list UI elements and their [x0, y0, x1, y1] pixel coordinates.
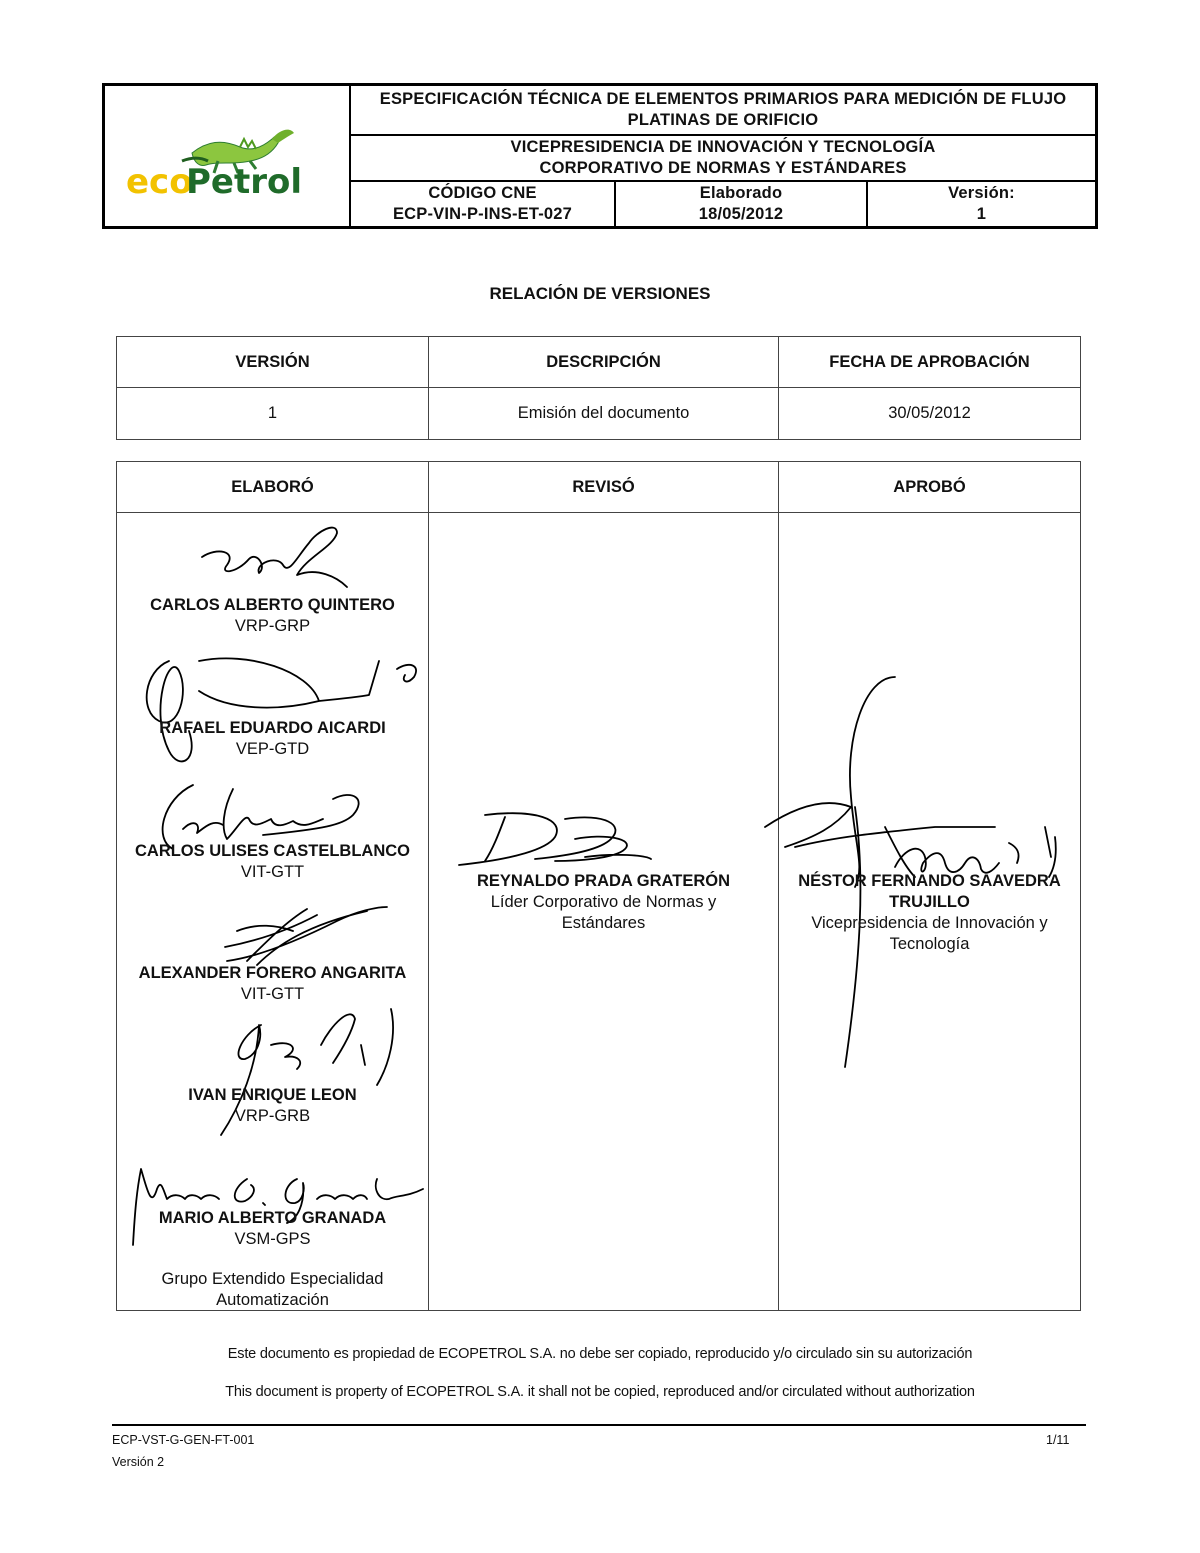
- notice-english: This document is property of ECOPETROL S.A. it shall not be copied, reproduced and/or circulated without authorization: [225, 1384, 975, 1400]
- signer-role: VIT-GTT: [240, 985, 305, 1003]
- group-note-line-1: Grupo Extendido Especialidad: [161, 1270, 384, 1288]
- signature-table: [116, 461, 1081, 1311]
- dept-line-1: VICEPRESIDENCIA DE INNOVACIÓN Y TECNOLOGÍA: [510, 138, 936, 156]
- column-header-aprobo: APROBÓ: [779, 462, 1080, 513]
- approver-role-line-2: Tecnología: [889, 935, 970, 953]
- notice-spanish: Este documento es propiedad de ECOPETROL S.A. no debe ser copiado, reproducido y/o circulado sin su autorización: [227, 1346, 973, 1362]
- section-title: RELACIÓN DE VERSIONES: [489, 284, 711, 303]
- signer-role: VSM-GPS: [234, 1230, 311, 1248]
- reviewer: [429, 871, 778, 934]
- approver-name-line-1: NÉSTOR FERNANDO SAAVEDRA: [798, 872, 1061, 890]
- column-header-version: VERSIÓN: [117, 337, 429, 388]
- dept-line-2: CORPORATIVO DE NORMAS Y ESTÁNDARES: [539, 159, 907, 177]
- table-cell-approval-date: 30/05/2012: [888, 404, 971, 422]
- table-cell-version: 1: [117, 388, 429, 439]
- version-cell: [868, 182, 1095, 226]
- footer-divider: [112, 1424, 1086, 1426]
- elaborated-label: Elaborado: [699, 184, 783, 202]
- logo-wordmark: eco: [126, 162, 193, 201]
- table-cell-description: Emisión del documento: [429, 388, 779, 439]
- version-label: Versión:: [948, 184, 1015, 202]
- aprobo-column: [779, 513, 1080, 1310]
- versions-table: [116, 336, 1081, 440]
- signer-2: [117, 718, 428, 760]
- iguana-logo-icon: [122, 111, 332, 201]
- column-header-reviso: REVISÓ: [429, 462, 779, 513]
- approver-role-line-1: Vicepresidencia de Innovación y: [811, 914, 1048, 932]
- footer-form-code: ECP-VST-G-GEN-FT-001: [112, 1433, 255, 1447]
- code-label: CÓDIGO CNE: [428, 184, 537, 202]
- column-header-elaboro: ELABORÓ: [117, 462, 429, 513]
- reviewer-role-line-2: Estándares: [561, 914, 646, 932]
- signer-name: CARLOS ULISES CASTELBLANCO: [134, 842, 410, 860]
- signature-image: [217, 901, 387, 971]
- page-number: 1/11: [1046, 1433, 1070, 1447]
- reviso-column: [429, 513, 779, 1310]
- code-value: ECP-VIN-P-INS-ET-027: [392, 205, 573, 223]
- column-header-description: DESCRIPCIÓN: [429, 337, 779, 388]
- signature-image: [197, 517, 367, 597]
- version-value: 1: [976, 205, 987, 223]
- signer-4: [117, 963, 428, 1005]
- signer-name: CARLOS ALBERTO QUINTERO: [150, 596, 395, 614]
- signer-role: VRP-GRP: [234, 617, 311, 635]
- elaboro-column: [117, 513, 429, 1310]
- reviewer-name: REYNALDO PRADA GRATERÓN: [476, 872, 730, 890]
- ecopetrol-logo: [105, 86, 351, 226]
- title-line-1: ESPECIFICACIÓN TÉCNICA DE ELEMENTOS PRIMARIOS PARA MEDICIÓN DE FLUJO: [379, 90, 1067, 108]
- footer-form-version: Versión 2: [112, 1455, 165, 1469]
- column-header-approval-date: FECHA DE APROBACIÓN: [779, 337, 1080, 388]
- signer-name: IVAN ENRIQUE LEON: [188, 1086, 357, 1104]
- approver: [779, 871, 1080, 955]
- reviewer-role-line-1: Líder Corporativo de Normas y: [490, 893, 717, 911]
- signer-name: ALEXANDER FORERO ANGARITA: [138, 964, 407, 982]
- elaborated-value: 18/05/2012: [698, 205, 784, 223]
- signer-role: VRP-GRB: [234, 1107, 311, 1125]
- signer-name: RAFAEL EDUARDO AICARDI: [159, 719, 386, 737]
- signer-3: [117, 841, 428, 883]
- signer-name: MARIO ALBERTO GRANADA: [158, 1209, 387, 1227]
- signer-5: [117, 1085, 428, 1127]
- signature-image: [455, 809, 655, 869]
- code-cell: [351, 182, 616, 226]
- title-line-2: PLATINAS DE ORIFICIO: [627, 111, 819, 129]
- svg-text:Petrol: Petrol: [186, 162, 303, 201]
- signer-1: [117, 595, 428, 637]
- approver-name-line-2: TRUJILLO: [889, 893, 970, 911]
- group-note-line-2: Automatización: [216, 1291, 329, 1309]
- signer-role: VEP-GTD: [235, 740, 310, 758]
- department: [351, 136, 1095, 182]
- group-note: [117, 1269, 428, 1311]
- document-meta-row: [351, 182, 1095, 226]
- signer-role: VIT-GTT: [240, 863, 305, 881]
- document-header: [102, 83, 1098, 229]
- elaborated-cell: [616, 182, 868, 226]
- signer-6: [117, 1208, 428, 1250]
- document-title: [351, 86, 1095, 136]
